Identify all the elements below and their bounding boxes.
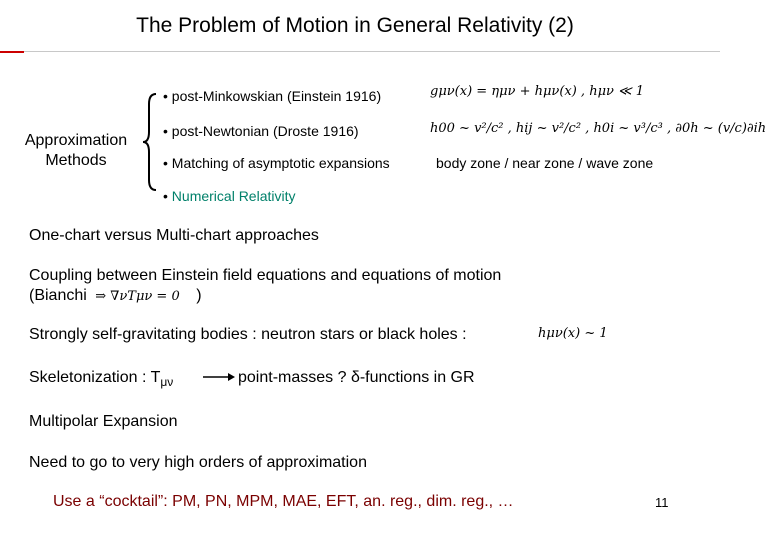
formula-post-minkowskian: gμν(x) = ημν + hμν(x) , hμν ≪ 1 [430, 84, 645, 99]
point-masses-text: point-masses ? δ-functions in GR [238, 369, 475, 386]
title-underline-line [24, 51, 720, 52]
slide-title: The Problem of Motion in General Relativity (2) [136, 14, 574, 37]
zones-text: body zone / near zone / wave zone [436, 155, 654, 171]
bullet-marker: • [163, 188, 168, 204]
bullet-post-minkowskian: • post-Minkowskian (Einstein 1916) [163, 88, 382, 104]
skeleton-prefix: Skeletonization : T [29, 369, 161, 386]
formula-post-newtonian: h00 ~ v²/c² , hij ~ v²/c² , h0i ~ v³/c³ , ∂0h ~ (v/c)∂ih [430, 121, 766, 136]
bullet-post-newtonian: • post-Newtonian (Droste 1916) [163, 123, 359, 139]
title-underline [0, 51, 720, 53]
bianchi-close: ) [196, 287, 202, 304]
bullet-matching: • Matching of asymptotic expansions [163, 155, 390, 171]
title-underline-accent [0, 51, 24, 53]
left-brace-icon [140, 92, 160, 192]
line-skeletonization [29, 369, 173, 389]
page-number: 11 [655, 495, 669, 510]
bullet-numerical-relativity [163, 188, 296, 204]
line-bianchi [29, 287, 202, 305]
line-cocktail: Use a “cocktail”: PM, PN, MPM, MAE, EFT, an. reg., dim. reg., … [53, 493, 514, 510]
formula-strong: hμν(x) ~ 1 [538, 326, 608, 341]
right-arrow-icon [202, 369, 236, 385]
bianchi-open: (Bianchi [29, 287, 87, 304]
line-high-orders: Need to go to very high orders of approximation [29, 454, 367, 471]
line-coupling: Coupling between Einstein field equations and equations of motion [29, 267, 502, 284]
line-one-chart: One-chart versus Multi-chart approaches [29, 227, 319, 244]
skeleton-subscript: μν [160, 375, 174, 390]
numerical-relativity-text: Numerical Relativity [171, 188, 296, 204]
line-strong-bodies: Strongly self-gravitating bodies : neutron stars or black holes : [29, 326, 467, 343]
line-multipolar: Multipolar Expansion [29, 413, 178, 430]
approximation-methods-label: Approximation Methods [24, 132, 128, 169]
formula-bianchi: ⇒ ∇νTμν = 0 [95, 289, 180, 304]
